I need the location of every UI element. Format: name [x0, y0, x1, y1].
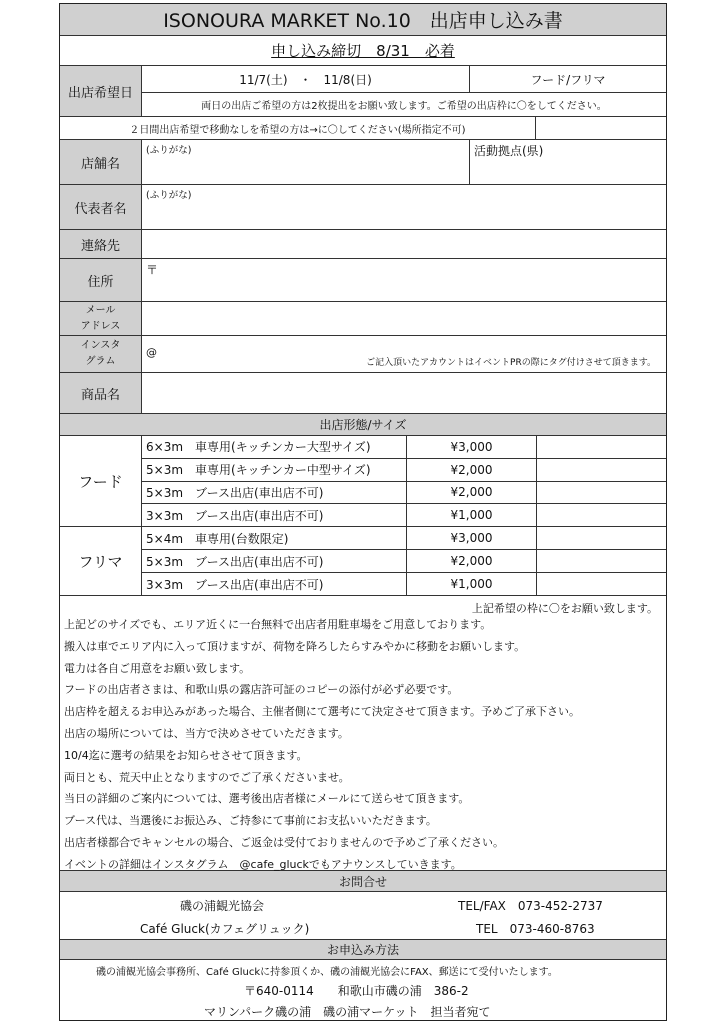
food-size-select-box[interactable]	[537, 436, 666, 459]
org1-tel: TEL/FAX 073-452-2737	[458, 899, 603, 913]
at-mark: @	[146, 346, 157, 359]
org2-name: Café Gluck(カフェグリュック)	[140, 922, 310, 936]
contact-header: お問合せ	[60, 871, 666, 892]
note-line: イベントの詳細はインスタグラム @cafe_gluckでもアナウンスしていきます。	[64, 857, 462, 871]
flea-size-select-box[interactable]	[537, 527, 666, 550]
flea-size-select-box[interactable]	[537, 550, 666, 573]
deadline: 申し込み締切 8/31 必着	[60, 36, 666, 66]
note-line: 電力は各自ご用意をお願い致します。	[64, 661, 251, 675]
flea-size-price: ¥3,000	[407, 527, 537, 550]
insta-note: ご記入頂いたアカウントはイベントPRの際にタグ付けさせて頂きます。	[366, 358, 656, 368]
circle-note: 上記希望の枠に〇をお願い致します。	[471, 602, 658, 615]
note-line: 10/4迄に選考の結果をお知らせさせて頂きます。	[64, 748, 308, 762]
shop-name-label: 店舗名	[60, 140, 142, 185]
insta-field[interactable]	[142, 336, 666, 373]
type-field[interactable]: フード/フリマ	[470, 66, 666, 93]
application-form	[59, 3, 667, 1021]
food-size-desc: 6×3m 車専用(キッチンカー大型サイズ)	[142, 436, 407, 459]
note-line: フードの出店者さまは、和歌山県の露店許可証のコピーの添付が必ず必要です。	[64, 683, 459, 697]
form-title: ISONOURA MARKET No.10 出店申し込み書	[60, 4, 666, 36]
mail-label	[60, 302, 142, 336]
note-line: 出店者様都合でキャンセルの場合、ご返金は受付ておりませんので予めご了承ください。	[64, 836, 504, 849]
note-line: 当日の詳細のご案内については、選考後出店者様にメールにて送らせて頂きます。	[64, 792, 470, 806]
dates-field[interactable]: 11/7(土) ・ 11/8(日)	[142, 66, 470, 93]
apply-header: お申込み方法	[60, 940, 666, 960]
dates-label: 出店希望日	[60, 66, 142, 117]
mail-label-line1: メール	[85, 304, 116, 316]
apply-addressee: マリンパーク磯の浦 磯の浦マーケット 担当者宛て	[204, 1005, 491, 1019]
note-line: 両日とも、荒天中止となりますのでご了承くださいませ。	[64, 770, 350, 784]
apply-note: 磯の浦観光協会事務所、Café Gluckに持参頂くか、磯の浦観光協会にFAX、郵送にて受付いたします。	[96, 967, 558, 978]
base-prefecture-field[interactable]: 活動拠点(県)	[470, 140, 666, 185]
food-size-price: ¥2,000	[407, 459, 537, 482]
two-day-note: ２日間出店希望で移動なしを希望の方は→に〇してください(場所指定不可)	[60, 117, 536, 140]
org2-tel: TEL 073-460-8763	[476, 922, 595, 936]
contact-field[interactable]	[142, 230, 666, 259]
insta-label-line1: インスタ	[80, 340, 121, 351]
flea-size-price: ¥2,000	[407, 550, 537, 573]
insta-label-line2: グラム	[85, 356, 116, 367]
apply-section	[60, 960, 666, 1020]
org1-name: 磯の浦観光協会	[180, 899, 265, 913]
contact-label: 連絡先	[60, 230, 142, 259]
rep-name-field[interactable]: (ふりがな)	[142, 185, 666, 230]
contact-section	[60, 892, 666, 940]
food-size-price: ¥1,000	[407, 504, 537, 527]
food-size-price: ¥3,000	[407, 436, 537, 459]
food-size-select-box[interactable]	[537, 459, 666, 482]
flea-size-desc: 5×4m 車専用(台数限定)	[142, 527, 407, 550]
note-line: 出店枠を超えるお申込みがあった場合、主催者側にて選考にて決定させて頂きます。予めご了承下さい。	[64, 705, 581, 719]
note-line: ブース代は、当選後にお振込み、ご持参にて事前にお支払いいただきます。	[64, 814, 437, 828]
food-size-desc: 3×3m ブース出店(車出店不可)	[142, 504, 407, 527]
flea-size-desc: 3×3m ブース出店(車出店不可)	[142, 573, 407, 596]
size-header: 出店形態/サイズ	[60, 414, 666, 436]
flea-size-select-box[interactable]	[537, 573, 666, 596]
apply-address: 〒640-0114 和歌山市磯の浦 386-2	[244, 984, 469, 998]
food-size-desc: 5×3m 車専用(キッチンカー中型サイズ)	[142, 459, 407, 482]
address-field[interactable]: 〒	[142, 259, 666, 302]
address-label: 住所	[60, 259, 142, 302]
food-size-desc: 5×3m ブース出店(車出店不可)	[142, 482, 407, 505]
two-day-checkbox-area[interactable]	[536, 117, 666, 140]
product-label: 商品名	[60, 373, 142, 414]
note-line: 上記どのサイズでも、エリア近くに一台無料で出店者用駐車場をご用意しております。	[64, 618, 492, 631]
note-line: 搬入は車でエリア内に入って頂けますが、荷物を降ろしたらすみやかに移動をお願いします。	[64, 639, 526, 653]
food-label: フード	[60, 436, 142, 527]
shop-name-field[interactable]: (ふりがな)	[142, 140, 470, 185]
rep-name-label: 代表者名	[60, 185, 142, 230]
notes-section	[60, 596, 666, 871]
flea-size-desc: 5×3m ブース出店(車出店不可)	[142, 550, 407, 573]
mail-field[interactable]	[142, 302, 666, 336]
product-field[interactable]	[142, 373, 666, 414]
flea-size-price: ¥1,000	[407, 573, 537, 596]
mail-label-line2: アドレス	[80, 320, 121, 332]
note-line: 出店の場所については、当方で決めさせていただきます。	[64, 727, 349, 740]
food-size-price: ¥2,000	[407, 482, 537, 505]
food-size-select-box[interactable]	[537, 504, 666, 527]
insta-label	[60, 336, 142, 373]
dates-note: 両日の出店ご希望の方は2枚提出をお願い致します。ご希望の出店枠に〇をしてください。	[142, 93, 666, 117]
food-size-select-box[interactable]	[537, 482, 666, 505]
flea-label: フリマ	[60, 527, 142, 596]
